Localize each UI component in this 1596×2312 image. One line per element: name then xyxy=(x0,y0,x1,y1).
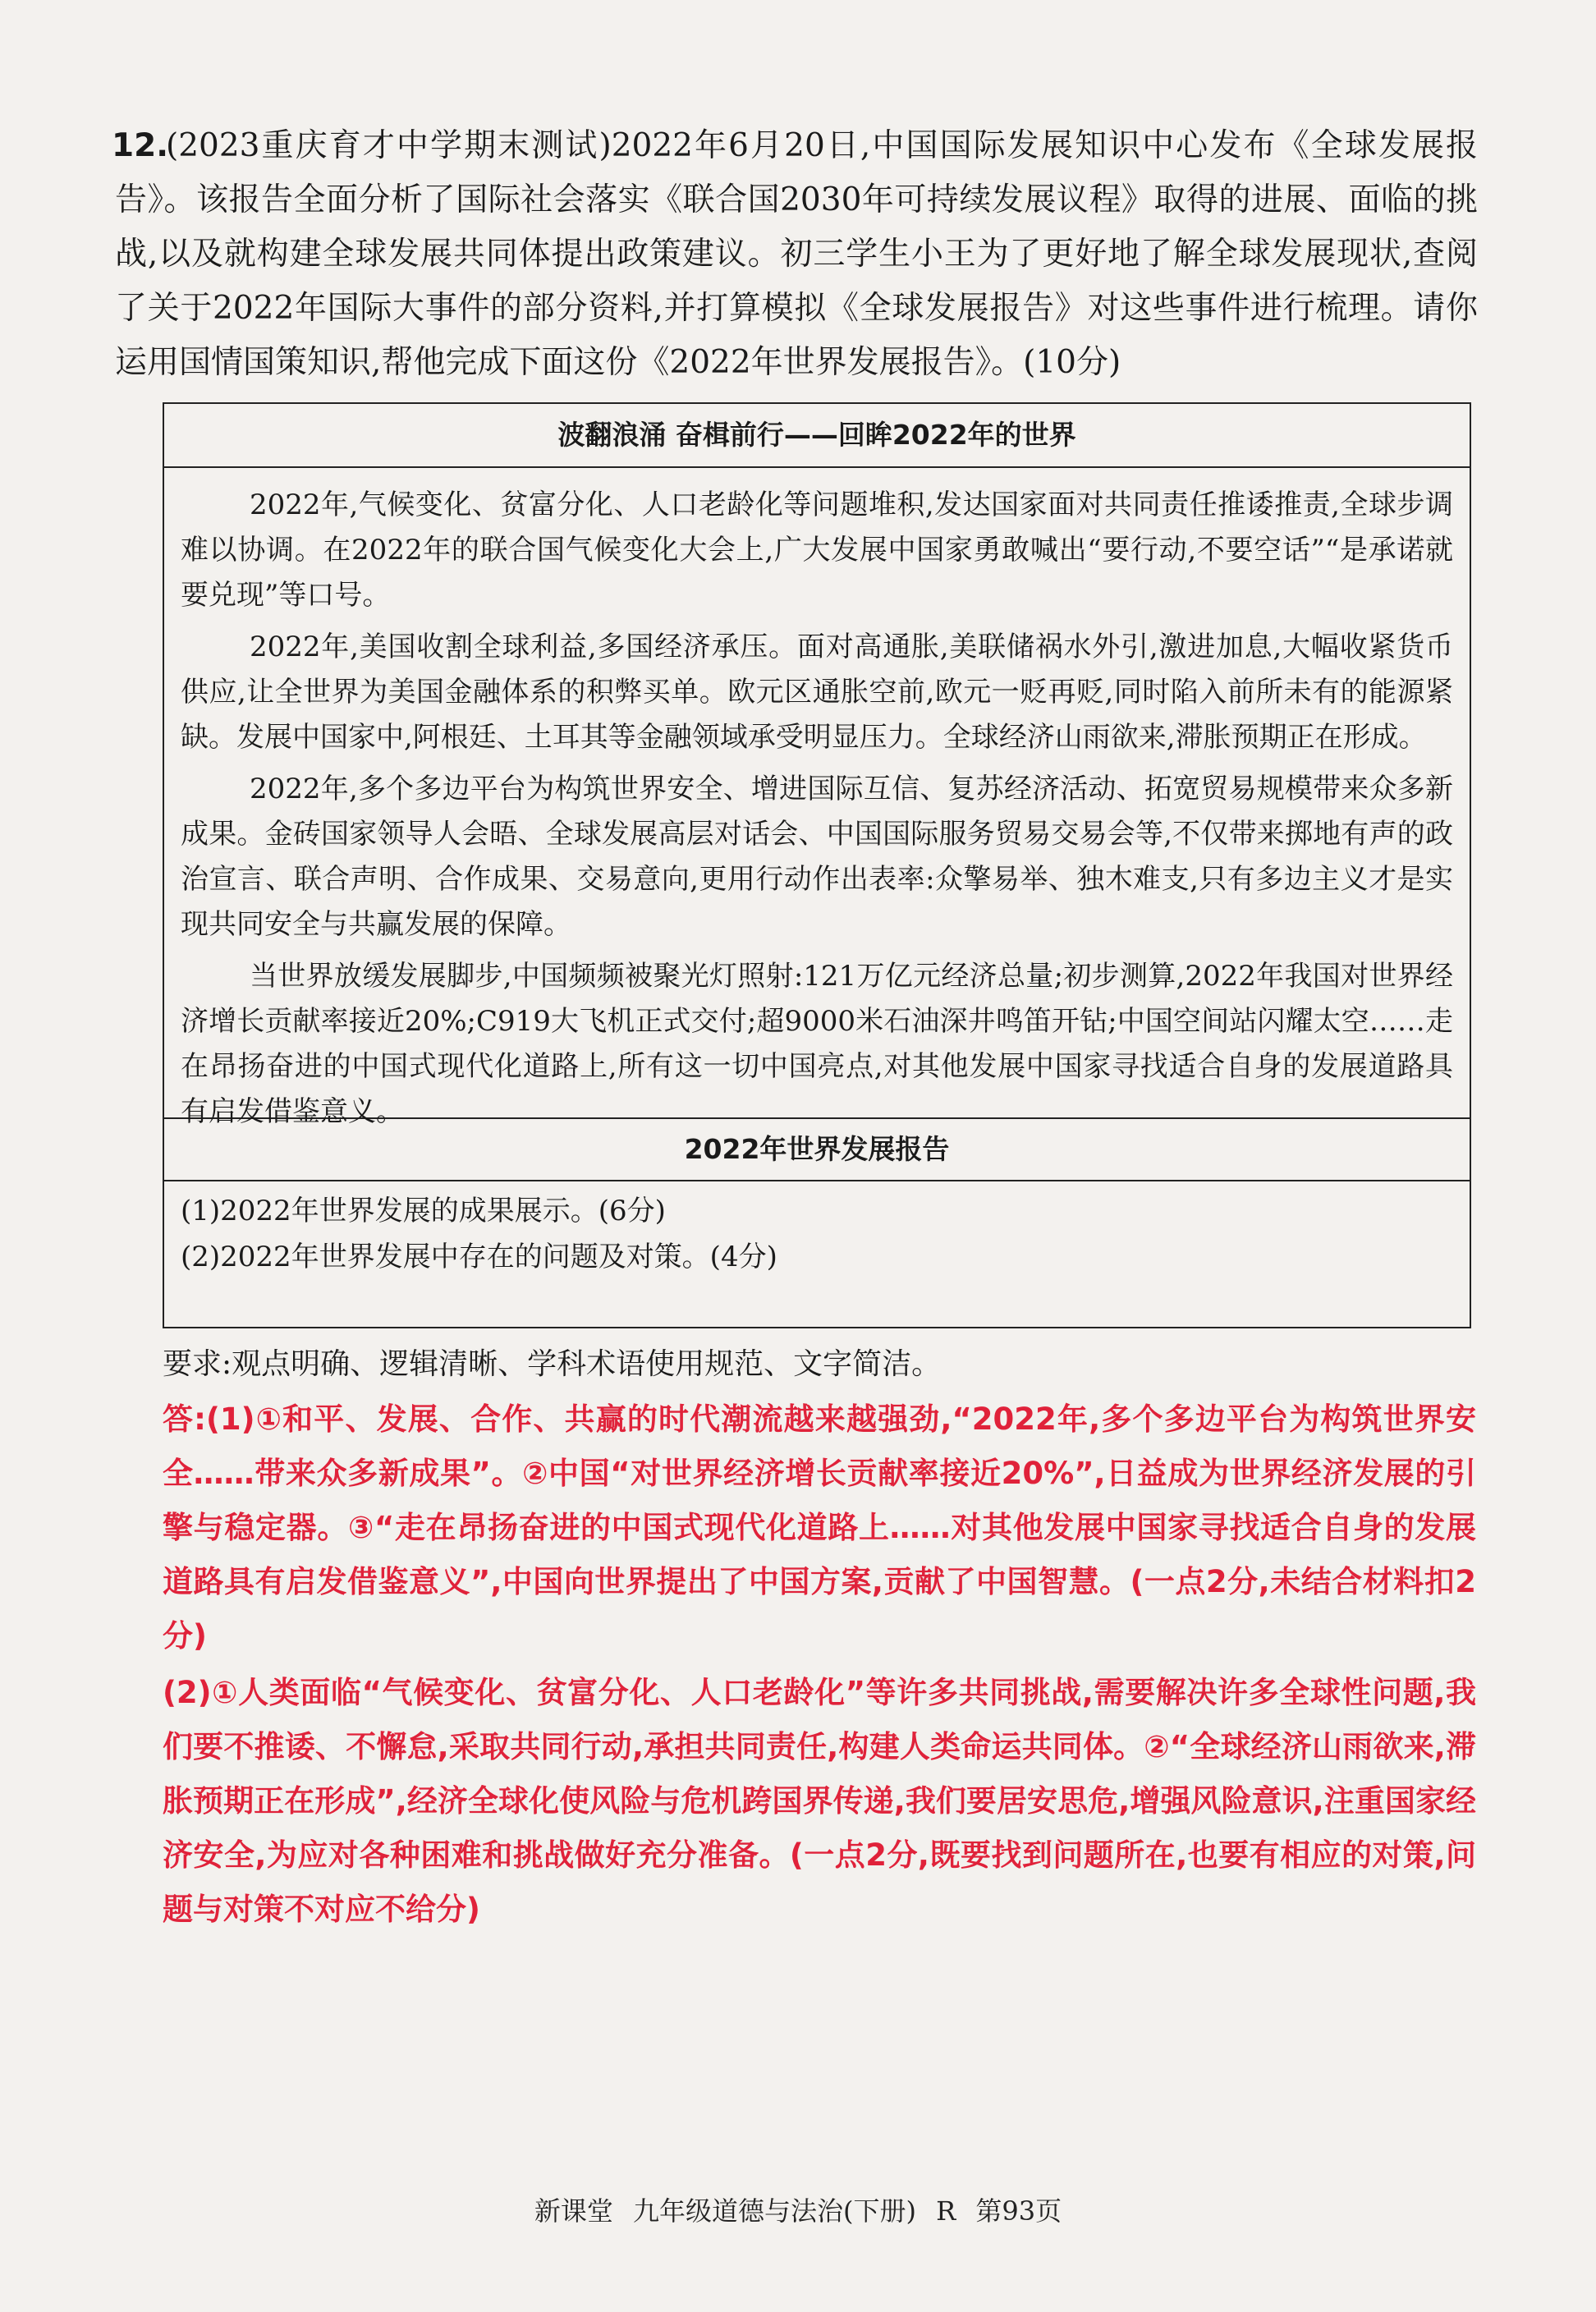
report-item: (1)2022年世界发展的成果展示。(6分) xyxy=(181,1195,666,1227)
question-block xyxy=(112,119,1478,390)
material-body xyxy=(164,468,1470,1128)
material-title: 波翻浪涌 奋楫前行——回眸2022年的世界 xyxy=(164,404,1470,468)
requirement-text: 要求:观点明确、逻辑清晰、学科术语使用规范、文字简洁。 xyxy=(163,1347,942,1381)
answer-block xyxy=(163,1392,1476,1939)
question-number: 12. xyxy=(112,127,169,164)
material-paragraph: 2022年,多个多边平台为构筑世界安全、增进国际互信、复苏经济活动、拓宽贸易规模带来众多新成果。金砖国家领导人会晤、全球发展高层对话会、中国国际服务贸易交易会等,不仅带来掷地有声的政治宣言、联合声明、合作成果、交易意向,更用行动作出表率:众擎易举、独木难支,只有多边主义才是实现共同安全与共赢发展的保障。 xyxy=(181,773,1453,941)
page-footer: 新课堂 九年级道德与法治(下册) R 第93页 xyxy=(534,2195,1062,2227)
report-title: 2022年世界发展报告 xyxy=(164,1119,1470,1181)
material-box xyxy=(163,402,1471,1328)
material-paragraph: 2022年,美国收割全球利益,多国经济承压。面对高通胀,美联储祸水外引,激进加息,大幅收紧货币供应,让全世界为美国金融体系的积弊买单。欧元区通胀空前,欧元一贬再贬,同时陷入前所未有的能源紧缺。发展中国家中,阿根廷、土耳其等金融领域承受明显压力。全球经济山雨欲来,滞胀预期正在形成。 xyxy=(181,631,1453,754)
answer-part-1: 答:(1)①和平、发展、合作、共赢的时代潮流越来越强劲,“2022年,多个多边平台为构筑世界安全……带来众多新成果”。②中国“对世界经济增长贡献率接近20%”,日益成为世界经济发展的引擎与稳定器。③“走在昂扬奋进的中国式现代化道路上……对其他发展中国家寻找适合自身的发展道路具有启发借鉴意义”,中国向世界提出了中国方案,贡献了中国智慧。(一点2分,未结合材料扣2分) xyxy=(163,1401,1476,1654)
answer-part-2: (2)①人类面临“气候变化、贫富分化、人口老龄化”等许多共同挑战,需要解决许多全球性问题,我们要不推诿、不懈怠,采取共同行动,承担共同责任,构建人类命运共同体。②“全球经济山雨欲来,滞胀预期正在形成”,经济全球化使风险与危机跨国界传递,我们要居安思危,增强风险意识,注重国家经济安全,为应对各种困难和挑战做好充分准备。(一点2分,既要找到问题所在,也要有相应的对策,问题与对策不对应不给分) xyxy=(163,1675,1476,1927)
material-paragraph: 2022年,气候变化、贫富分化、人口老龄化等问题堆积,发达国家面对共同责任推诿推责,全球步调难以协调。在2022年的联合国气候变化大会上,广大发展中国家勇敢喊出“要行动,不要空话”“是承诺就要兑现”等口号。 xyxy=(181,489,1453,612)
question-text: (2023重庆育才中学期末测试)2022年6月20日,中国国际发展知识中心发布《全球发展报告》。该报告全面分析了国际社会落实《联合国2030年可持续发展议程》取得的进展、面临的挑战,以及就构建全球发展共同体提出政策建议。初三学生小王为了更好地了解全球发展现状,查阅了关于2022年国际大事件的部分资料,并打算模拟《全球发展报告》对这些事件进行梳理。请你运用国情国策知识,帮他完成下面这份《2022年世界发展报告》。(10分) xyxy=(115,127,1478,381)
report-item: (2)2022年世界发展中存在的问题及对策。(4分) xyxy=(181,1241,777,1273)
report-items xyxy=(164,1181,1470,1287)
material-paragraph: 当世界放缓发展脚步,中国频频被聚光灯照射:121万亿元经济总量;初步测算,2022年我国对世界经济增长贡献率接近20%;C919大飞机正式交付;超9000米石油深井鸣笛开钻;中国空间站闪耀太空……走在昂扬奋进的中国式现代化道路上,所有这一切中国亮点,对其他发展中国家寻找适合自身的发展道路具有启发借鉴意义。 xyxy=(181,960,1453,1128)
